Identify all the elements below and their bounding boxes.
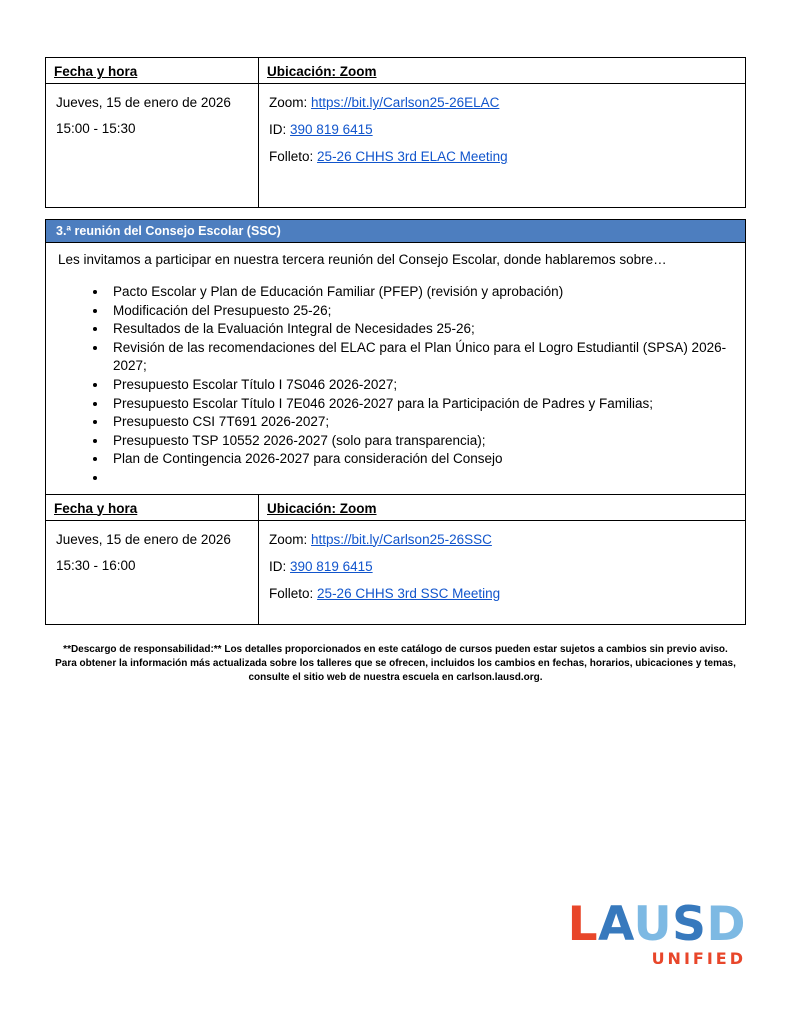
logo-letter: S <box>672 897 707 952</box>
ssc-date-cell <box>46 520 259 624</box>
elac-meeting-id-link[interactable]: 390 819 6415 <box>290 122 373 137</box>
ssc-zoom-label: Zoom: <box>269 531 308 547</box>
ssc-zoom-meeting-link[interactable]: https://bit.ly/Carlson25-26SSC <box>311 531 492 547</box>
ssc-table-header-row <box>46 494 746 520</box>
ssc-meeting-table <box>45 494 746 625</box>
agenda-item: • Presupuesto TSP 10552 2026-2027 (solo para transparencia); <box>108 432 735 451</box>
elac-location-cell <box>259 84 746 208</box>
logo-letter: D <box>706 897 746 952</box>
elac-table-header-row <box>46 58 746 84</box>
agenda-item: • Presupuesto CSI 7T691 2026-2027; <box>108 413 735 432</box>
agenda-item: • Plan de Contingencia 2026-2027 para consideración del Consejo <box>108 450 735 469</box>
logo-unified-text: UNIFIED <box>651 949 746 968</box>
elac-meeting-time: 15:00 - 15:30 <box>56 121 136 136</box>
ssc-intro-text: Les invitamos a participar en nuestra tercera reunión del Consejo Escolar, donde hablaremos sobre… <box>58 252 667 267</box>
agenda-item: • Presupuesto Escolar Título I 7S046 2026-2027; <box>108 376 735 395</box>
ssc-section-title-bar <box>45 219 746 242</box>
location-header-label: Ubicación: Zoom <box>267 500 377 516</box>
location-header-cell <box>259 494 746 520</box>
elac-table-body-row <box>46 84 746 208</box>
ssc-table-body-row <box>46 520 746 624</box>
location-header-label: Ubicación: Zoom <box>267 64 377 79</box>
location-header-cell <box>259 58 746 84</box>
ssc-section-title: 3.ª reunión del Consejo Escolar (SSC) <box>56 224 281 238</box>
disclaimer-text: **Descargo de responsabilidad:** Los detalles proporcionados en este catálogo de cursos pueden estar sujetos a cambios sin previo aviso. Para obtener la información más actualizada sobre los talleres que se ofrecen, incluidos los cambios en fechas, horarios, ubicaciones y temas, consulte el sitio web de nuestra escuela en carlson.lausd.org. <box>55 643 736 683</box>
date-time-header-cell <box>46 58 259 84</box>
elac-flyer-label: Folleto: <box>269 149 314 164</box>
ssc-section-body <box>45 242 746 495</box>
agenda-item: • Modificación del Presupuesto 25-26; <box>108 302 735 321</box>
elac-meeting-table <box>45 57 746 208</box>
agenda-item: • Pacto Escolar y Plan de Educación Familiar (PFEP) (revisión y aprobación) <box>108 283 735 302</box>
elac-id-label: ID: <box>269 122 287 137</box>
lausd-logo <box>567 897 746 968</box>
lausd-logo-wordmark <box>567 897 746 952</box>
logo-letter: U <box>633 897 673 952</box>
logo-letter: L <box>567 897 599 952</box>
agenda-item: • Revisión de las recomendaciones del ELAC para el Plan Único para el Logro Estudiantil (SPSA) 2026-2027; <box>108 339 735 376</box>
ssc-agenda-list <box>56 283 735 488</box>
logo-letter: A <box>598 897 634 952</box>
ssc-meeting-date: Jueves, 15 de enero de 2026 <box>56 531 231 547</box>
ssc-id-label: ID: <box>269 558 287 574</box>
elac-zoom-label: Zoom: <box>269 95 308 110</box>
ssc-meeting-time: 15:30 - 16:00 <box>56 557 136 573</box>
ssc-meeting-id-link[interactable]: 390 819 6415 <box>290 558 373 574</box>
document-content <box>45 57 746 685</box>
ssc-flyer-link[interactable]: 25-26 CHHS 3rd SSC Meeting <box>317 585 501 601</box>
elac-zoom-meeting-link[interactable]: https://bit.ly/Carlson25-26ELAC <box>311 95 500 110</box>
date-time-header-label: Fecha y hora <box>54 64 138 79</box>
date-time-header-label: Fecha y hora <box>54 500 138 516</box>
elac-meeting-date: Jueves, 15 de enero de 2026 <box>56 95 231 110</box>
elac-date-cell <box>46 84 259 208</box>
agenda-item: • Resultados de la Evaluación Integral de Necesidades 25-26; <box>108 320 735 339</box>
date-time-header-cell <box>46 494 259 520</box>
agenda-item: • Presupuesto Escolar Título I 7E046 2026-2027 para la Participación de Padres y Familias; <box>108 395 735 414</box>
elac-flyer-link[interactable]: 25-26 CHHS 3rd ELAC Meeting <box>317 149 508 164</box>
agenda-item-empty <box>108 469 735 488</box>
ssc-flyer-label: Folleto: <box>269 585 314 601</box>
ssc-location-cell <box>259 520 746 624</box>
